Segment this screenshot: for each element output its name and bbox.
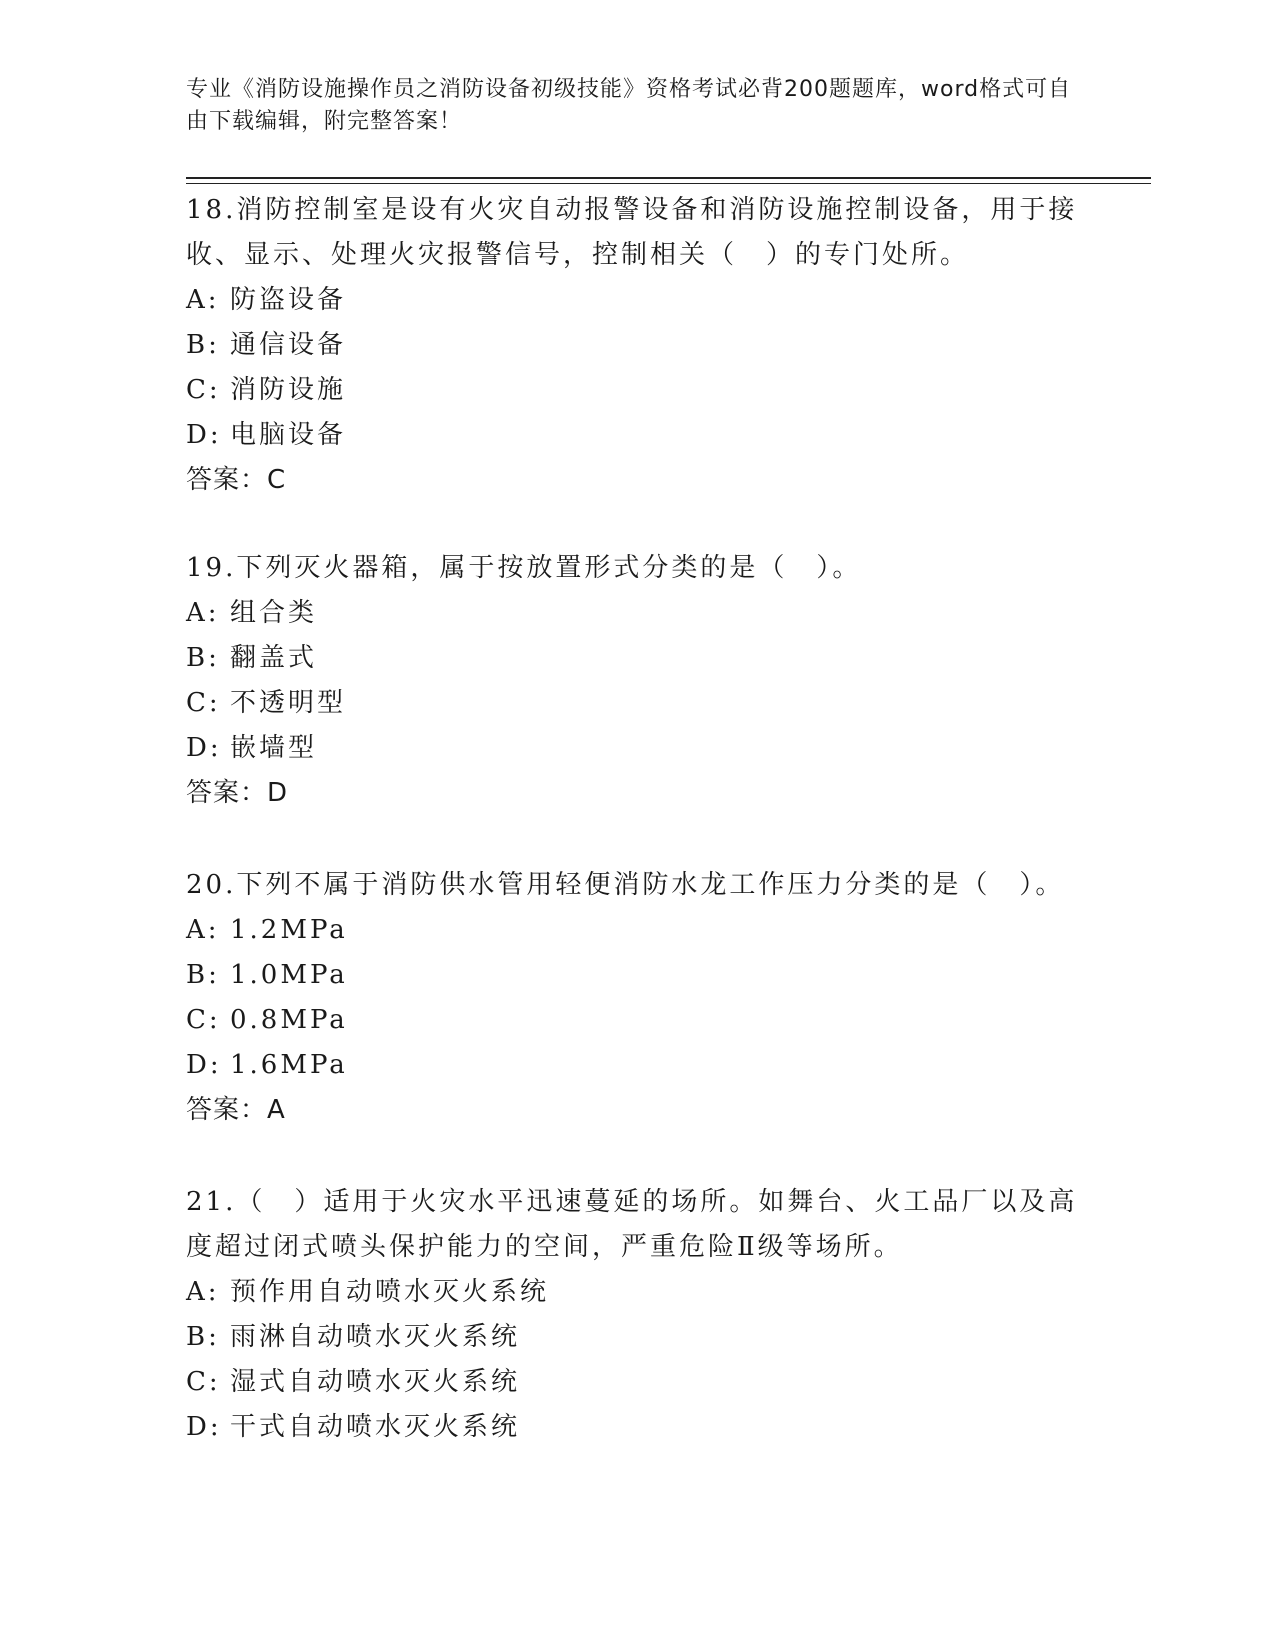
option-text: 消防设施 [230,375,347,405]
option-a [186,908,1086,953]
option-text: 不透明型 [230,688,347,718]
option-text: 组合类 [230,598,318,628]
option-text: 1.0MPa [230,960,348,990]
option-c [186,368,1086,413]
document-header: 专业《消防设施操作员之消防设备初级技能》资格考试必背200题题库，word格式可自由下载编辑，附完整答案！ [186,77,1072,134]
question-stem: 21.（ ）适用于火灾水平迅速蔓延的场所。如舞台、火工品厂以及高度超过闭式喷头保护能力的空间，严重危险Ⅱ级等场所。 [186,1187,1078,1262]
option-letter: C: [186,1367,221,1397]
option-c [186,998,1086,1043]
option-text: 嵌墙型 [230,733,318,763]
option-text: 湿式自动喷水灭火系统 [230,1367,521,1397]
option-a [186,278,1086,323]
option-b [186,636,1086,681]
option-d [186,413,1086,458]
question-stem: 18.消防控制室是设有火灾自动报警设备和消防设施控制设备，用于接收、显示、处理火灾报警信号，控制相关（ ）的专门处所。 [186,195,1078,270]
option-letter: C: [186,688,221,718]
option-d [186,1043,1086,1088]
option-letter: A: [186,285,220,315]
option-text: 干式自动喷水灭火系统 [230,1412,521,1442]
option-b [186,323,1086,368]
option-a [186,591,1086,636]
option-letter: B: [186,330,220,360]
question-20 [186,863,1086,1133]
question-stem: 19.下列灭火器箱，属于按放置形式分类的是（ ）。 [186,553,862,583]
option-letter: A: [186,598,220,628]
question-21 [186,1180,1086,1450]
option-text: 翻盖式 [230,643,318,673]
header-divider-thick [186,177,1151,179]
option-d [186,1405,1086,1450]
option-c [186,1360,1086,1405]
option-letter: B: [186,960,220,990]
option-text: 0.8MPa [230,1005,348,1035]
option-letter: D: [186,1412,222,1442]
option-c [186,681,1086,726]
option-text: 预作用自动喷水灭火系统 [230,1277,550,1307]
option-letter: D: [186,420,222,450]
option-b [186,1315,1086,1360]
option-text: 1.6MPa [230,1050,348,1080]
option-text: 通信设备 [230,330,347,360]
option-d [186,726,1086,771]
question-stem: 20.下列不属于消防供水管用轻便消防水龙工作压力分类的是（ ）。 [186,870,1065,900]
option-a [186,1270,1086,1315]
header-divider-thin [186,183,1151,184]
option-text: 电脑设备 [230,420,347,450]
question-19 [186,546,1086,816]
option-letter: A: [186,1277,220,1307]
option-letter: C: [186,375,221,405]
option-text: 防盗设备 [230,285,347,315]
answer-line: 答案：A [186,1095,286,1125]
answer-line: 答案：D [186,778,289,808]
option-text: 雨淋自动喷水灭火系统 [230,1322,521,1352]
option-letter: B: [186,643,220,673]
answer-line: 答案：C [186,465,287,495]
option-letter: C: [186,1005,221,1035]
option-text: 1.2MPa [230,915,348,945]
option-letter: D: [186,1050,222,1080]
option-letter: B: [186,1322,220,1352]
option-letter: A: [186,915,220,945]
option-b [186,953,1086,998]
question-18 [186,188,1086,503]
option-letter: D: [186,733,222,763]
